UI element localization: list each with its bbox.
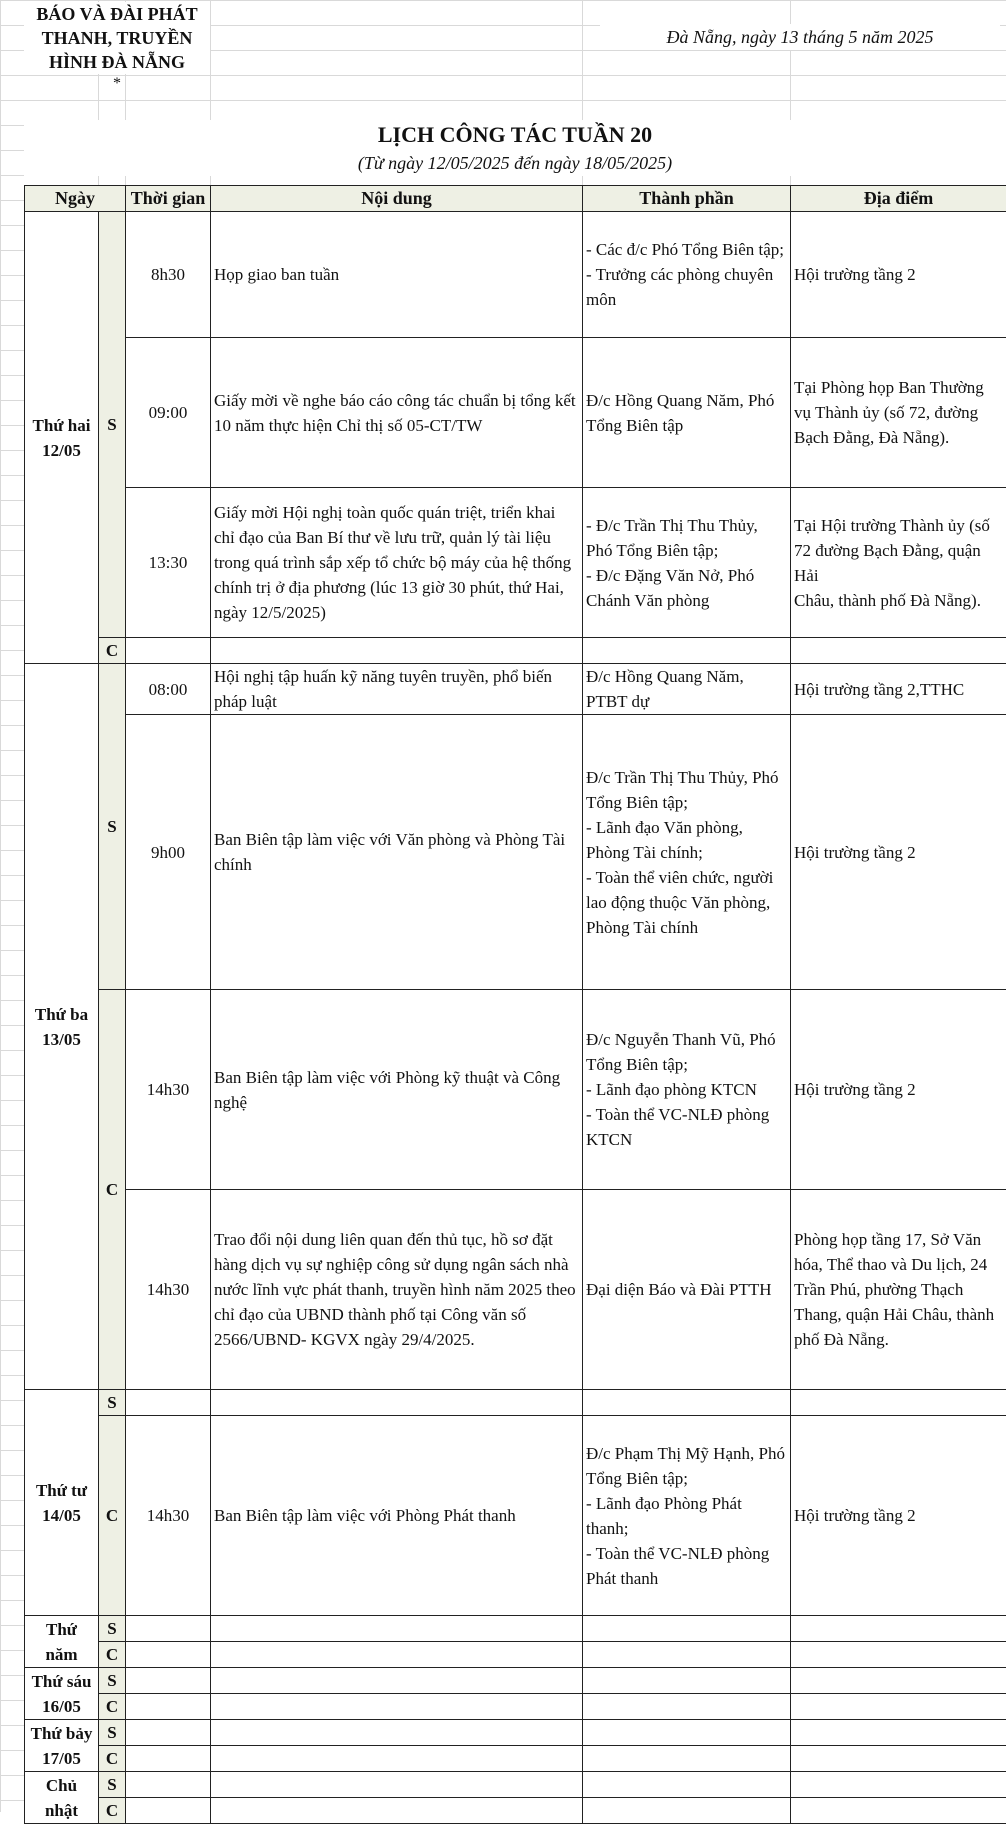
session-label: S	[99, 1390, 126, 1416]
table-row	[25, 1616, 1006, 1642]
event-time: 14h30	[126, 1416, 211, 1616]
session-label: C	[99, 990, 126, 1390]
event-attendees: Đ/c Phạm Thị Mỹ Hạnh, Phó Tổng Biên tập; - Lãnh đạo Phòng Phát thanh; - Toàn thể VC-NLĐ phòng Phát thanh	[583, 1416, 791, 1616]
table-row	[25, 1642, 1006, 1668]
empty-cell	[126, 1746, 211, 1772]
event-content: Ban Biên tập làm việc với Phòng Phát thanh	[211, 1416, 583, 1616]
day-label: Thứ ba 13/05	[25, 664, 99, 1390]
column-header-location: Địa điểm	[791, 186, 1006, 212]
day-label: Thứ năm	[25, 1616, 99, 1668]
empty-cell	[211, 1642, 583, 1668]
table-row	[25, 1668, 1006, 1694]
empty-cell	[126, 638, 211, 664]
empty-cell	[583, 638, 791, 664]
event-location: Hội trường tầng 2	[791, 1416, 1006, 1616]
empty-cell	[126, 1668, 211, 1694]
event-attendees: - Các đ/c Phó Tổng Biên tập; - Trưởng các phòng chuyên môn	[583, 212, 791, 338]
day-label: Thứ bảy 17/05	[25, 1720, 99, 1772]
event-location: Tại Phòng họp Ban Thường vụ Thành ủy (số 72, đường Bạch Đằng, Đà Nẵng).	[791, 338, 1006, 488]
event-time: 08:00	[126, 664, 211, 715]
empty-cell	[583, 1616, 791, 1642]
session-label: S	[99, 1720, 126, 1746]
page-title: LỊCH CÔNG TÁC TUẦN 20	[24, 120, 1006, 150]
document-date: Đà Nẵng, ngày 13 tháng 5 năm 2025	[600, 24, 1000, 50]
event-location: Phòng họp tầng 17, Sở Văn hóa, Thể thao và Du lịch, 24 Trần Phú, phường Thạch Thang, quận Hải Châu, thành phố Đà Nẵng.	[791, 1190, 1006, 1390]
event-location: Tại Hội trường Thành ủy (số 72 đường Bạch Đằng, quận Hải Châu, thành phố Đà Nẵng).	[791, 488, 1006, 638]
empty-cell	[583, 1720, 791, 1746]
table-row	[25, 1190, 1006, 1390]
table-row	[25, 990, 1006, 1190]
empty-cell	[211, 1746, 583, 1772]
empty-cell	[211, 1694, 583, 1720]
day-label: Thứ tư 14/05	[25, 1390, 99, 1616]
table-row	[25, 715, 1006, 990]
event-location: Hội trường tầng 2	[791, 715, 1006, 990]
empty-cell	[126, 1772, 211, 1798]
session-label: S	[99, 212, 126, 638]
empty-cell	[791, 1798, 1006, 1824]
empty-cell	[583, 1798, 791, 1824]
empty-cell	[211, 1616, 583, 1642]
session-label: C	[99, 638, 126, 664]
day-label: Chủ nhật	[25, 1772, 99, 1824]
table-row	[25, 1772, 1006, 1798]
empty-cell	[211, 1390, 583, 1416]
event-content: Giấy mời về nghe báo cáo công tác chuẩn bị tổng kết 10 năm thực hiện Chỉ thị số 05-CT/TW	[211, 338, 583, 488]
event-attendees: Đ/c Hồng Quang Năm, PTBT dự	[583, 664, 791, 715]
event-content: Ban Biên tập làm việc với Văn phòng và Phòng Tài chính	[211, 715, 583, 990]
table-row	[25, 212, 1006, 338]
session-label: C	[99, 1694, 126, 1720]
empty-cell	[791, 1390, 1006, 1416]
event-location: Hội trường tầng 2,TTHC	[791, 664, 1006, 715]
empty-cell	[126, 1694, 211, 1720]
session-label: C	[99, 1416, 126, 1616]
empty-cell	[583, 1668, 791, 1694]
empty-cell	[791, 1720, 1006, 1746]
event-attendees: - Đ/c Trần Thị Thu Thủy, Phó Tổng Biên tập; - Đ/c Đặng Văn Nở, Phó Chánh Văn phòng	[583, 488, 791, 638]
day-label: Thứ hai 12/05	[25, 212, 99, 664]
date-range-subtitle: (Từ ngày 12/05/2025 đến ngày 18/05/2025)	[24, 150, 1006, 176]
table-row	[25, 1390, 1006, 1416]
session-label: C	[99, 1798, 126, 1824]
table-row	[25, 638, 1006, 664]
event-attendees: Đại diện Báo và Đài PTTH	[583, 1190, 791, 1390]
empty-cell	[583, 1390, 791, 1416]
day-label: Thứ sáu 16/05	[25, 1668, 99, 1720]
empty-cell	[126, 1616, 211, 1642]
session-label: S	[99, 1668, 126, 1694]
event-content: Giấy mời Hội nghị toàn quốc quán triệt, triển khai chỉ đạo của Ban Bí thư về lưu trữ, quản lý tài liệu trong quá trình sắp xếp tổ chức bộ máy của hệ thống chính trị ở địa phương (lúc 13 giờ 30 phút, thứ Hai, ngày 12/5/2025)	[211, 488, 583, 638]
session-label: S	[99, 1616, 126, 1642]
event-content: Họp giao ban tuần	[211, 212, 583, 338]
event-time: 9h00	[126, 715, 211, 990]
empty-cell	[211, 1798, 583, 1824]
column-header-time: Thời gian	[126, 186, 211, 212]
table-header-row	[25, 186, 1006, 212]
table-row	[25, 1746, 1006, 1772]
empty-cell	[791, 1642, 1006, 1668]
empty-cell	[583, 1746, 791, 1772]
empty-cell	[211, 1720, 583, 1746]
session-label: S	[99, 1772, 126, 1798]
empty-cell	[126, 1720, 211, 1746]
empty-cell	[791, 1772, 1006, 1798]
event-content: Ban Biên tập làm việc với Phòng kỹ thuật và Công nghệ	[211, 990, 583, 1190]
table-row	[25, 1720, 1006, 1746]
column-header-day: Ngày	[25, 186, 126, 212]
empty-cell	[211, 638, 583, 664]
empty-cell	[211, 1772, 583, 1798]
empty-cell	[126, 1642, 211, 1668]
event-time: 09:00	[126, 338, 211, 488]
event-time: 14h30	[126, 990, 211, 1190]
event-time: 13:30	[126, 488, 211, 638]
table-row	[25, 1694, 1006, 1720]
event-content: Hội nghị tập huấn kỹ năng tuyên truyền, phổ biến pháp luật	[211, 664, 583, 715]
session-label: C	[99, 1642, 126, 1668]
table-row	[25, 338, 1006, 488]
event-location: Hội trường tầng 2	[791, 212, 1006, 338]
empty-cell	[126, 1390, 211, 1416]
event-attendees: Đ/c Nguyễn Thanh Vũ, Phó Tổng Biên tập; - Lãnh đạo phòng KTCN - Toàn thể VC-NLĐ phòng KTCN	[583, 990, 791, 1190]
empty-cell	[791, 1694, 1006, 1720]
organization-star: *	[24, 74, 210, 94]
table-row	[25, 664, 1006, 715]
event-attendees: Đ/c Trần Thị Thu Thủy, Phó Tổng Biên tập; - Lãnh đạo Văn phòng, Phòng Tài chính; - Toàn thể viên chức, người lao động thuộc Văn phòng, Phòng Tài chính	[583, 715, 791, 990]
table-row	[25, 1798, 1006, 1824]
empty-cell	[126, 1798, 211, 1824]
column-header-attendees: Thành phần	[583, 186, 791, 212]
empty-cell	[791, 1746, 1006, 1772]
table-row	[25, 1416, 1006, 1616]
event-time: 14h30	[126, 1190, 211, 1390]
empty-cell	[211, 1668, 583, 1694]
event-location: Hội trường tầng 2	[791, 990, 1006, 1190]
empty-cell	[791, 1616, 1006, 1642]
event-content: Trao đổi nội dung liên quan đến thủ tục, hồ sơ đặt hàng dịch vụ sự nghiệp công sử dụng ngân sách nhà nước lĩnh vực phát thanh, truyền hình năm 2025 theo chỉ đạo của UBND thành phố tại Công văn số 2566/UBND- KGVX ngày 29/4/2025.	[211, 1190, 583, 1390]
session-label: S	[99, 664, 126, 990]
empty-cell	[583, 1642, 791, 1668]
empty-cell	[583, 1694, 791, 1720]
event-attendees: Đ/c Hồng Quang Năm, Phó Tổng Biên tập	[583, 338, 791, 488]
column-header-content: Nội dung	[211, 186, 583, 212]
session-label: C	[99, 1746, 126, 1772]
schedule-table	[24, 185, 1006, 1824]
event-time: 8h30	[126, 212, 211, 338]
table-row	[25, 488, 1006, 638]
empty-cell	[583, 1772, 791, 1798]
organization-name: BÁO VÀ ĐÀI PHÁT THANH, TRUYỀN HÌNH ĐÀ NẴNG	[24, 2, 210, 74]
empty-cell	[791, 638, 1006, 664]
empty-cell	[791, 1668, 1006, 1694]
